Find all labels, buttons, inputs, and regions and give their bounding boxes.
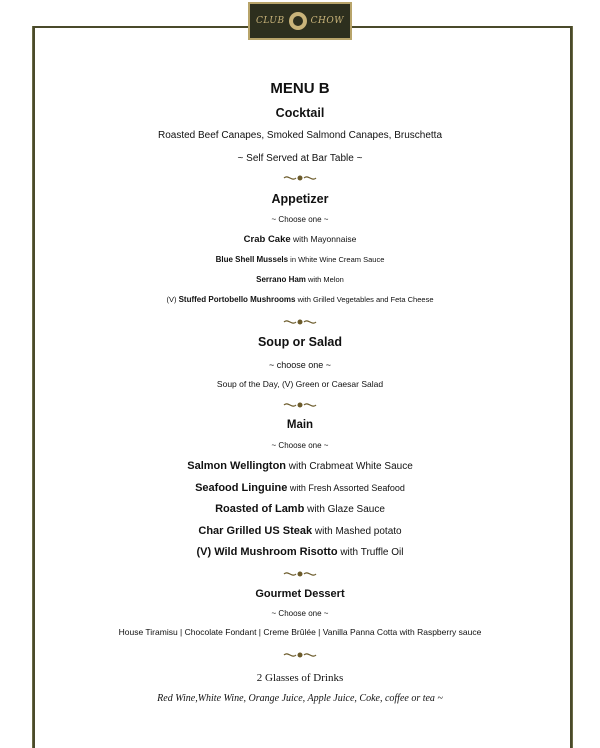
menu-title: MENU B xyxy=(270,80,330,97)
flourish-divider-icon xyxy=(282,174,318,182)
flourish-divider-icon xyxy=(282,651,318,659)
main-name: Roasted of Lamb xyxy=(215,503,305,515)
soup-choose: ~ choose one ~ xyxy=(268,360,332,370)
main-item xyxy=(0,546,600,558)
main-heading: Main xyxy=(286,419,314,431)
main-item xyxy=(0,460,600,472)
drinks-items: Red Wine,White Wine, Orange Juice, Apple Juice, Coke, coffee or tea ~ xyxy=(157,693,443,704)
main-desc: with Mashed potato xyxy=(312,526,402,537)
dessert-heading: Gourmet Dessert xyxy=(255,588,345,600)
drinks-heading: 2 Glasses of Drinks xyxy=(256,672,344,684)
appetizer-item xyxy=(0,234,600,245)
logo-word-left: CLUB xyxy=(256,16,285,26)
appetizer-name: Stuffed Portobello Mushrooms xyxy=(178,295,296,304)
main-item xyxy=(0,482,600,494)
dessert-items: House Tiramisu | Chocolate Fondant | Creme Brûlée | Vanilla Panna Cotta with Raspberry sauce xyxy=(118,627,482,637)
appetizer-name: Serrano Ham xyxy=(256,275,306,284)
flourish-divider-icon xyxy=(282,318,318,326)
appetizer-name: Crab Cake xyxy=(243,234,291,245)
main-item xyxy=(0,503,600,515)
appetizer-name: Blue Shell Mussels xyxy=(215,255,289,264)
logo-word-right: CHOW xyxy=(310,16,344,26)
main-desc: with Glaze Sauce xyxy=(304,504,385,515)
main-desc: with Fresh Assorted Seafood xyxy=(287,483,405,493)
cocktail-note: ~ Self Served at Bar Table ~ xyxy=(237,153,363,164)
flourish-divider-icon xyxy=(282,401,318,409)
appetizer-heading: Appetizer xyxy=(271,192,329,206)
appetizer-desc: with Mayonnaise xyxy=(290,234,357,244)
main-name: Char Grilled US Steak xyxy=(198,525,313,537)
soup-items: Soup of the Day, (V) Green or Caesar Salad xyxy=(216,379,384,389)
appetizer-desc: with Grilled Vegetables and Feta Cheese xyxy=(295,295,434,304)
club-chow-logo xyxy=(248,2,352,40)
appetizer-item xyxy=(0,255,600,264)
main-choose: ~ Choose one ~ xyxy=(271,441,329,450)
main-name: Seafood Linguine xyxy=(195,482,288,494)
dessert-choose: ~ Choose one ~ xyxy=(271,609,329,618)
appetizer-desc: in White Wine Cream Sauce xyxy=(288,255,385,264)
main-name: (V) Wild Mushroom Risotto xyxy=(196,546,338,558)
cocktail-items: Roasted Beef Canapes, Smoked Salmond Canapes, Bruschetta xyxy=(157,130,443,141)
soup-heading: Soup or Salad xyxy=(257,335,343,349)
main-desc: with Truffle Oil xyxy=(337,547,404,558)
appetizer-item xyxy=(0,295,600,304)
appetizer-choose: ~ Choose one ~ xyxy=(271,215,329,224)
yin-yang-icon xyxy=(289,12,307,30)
cocktail-heading: Cocktail xyxy=(275,106,325,120)
main-name: Salmon Wellington xyxy=(187,460,287,472)
main-item xyxy=(0,525,600,537)
main-desc: with Crabmeat White Sauce xyxy=(286,461,413,472)
appetizer-prefix: (V) xyxy=(166,295,179,304)
appetizer-desc: with Melon xyxy=(305,275,344,284)
appetizer-item xyxy=(0,275,600,284)
flourish-divider-icon xyxy=(282,570,318,578)
